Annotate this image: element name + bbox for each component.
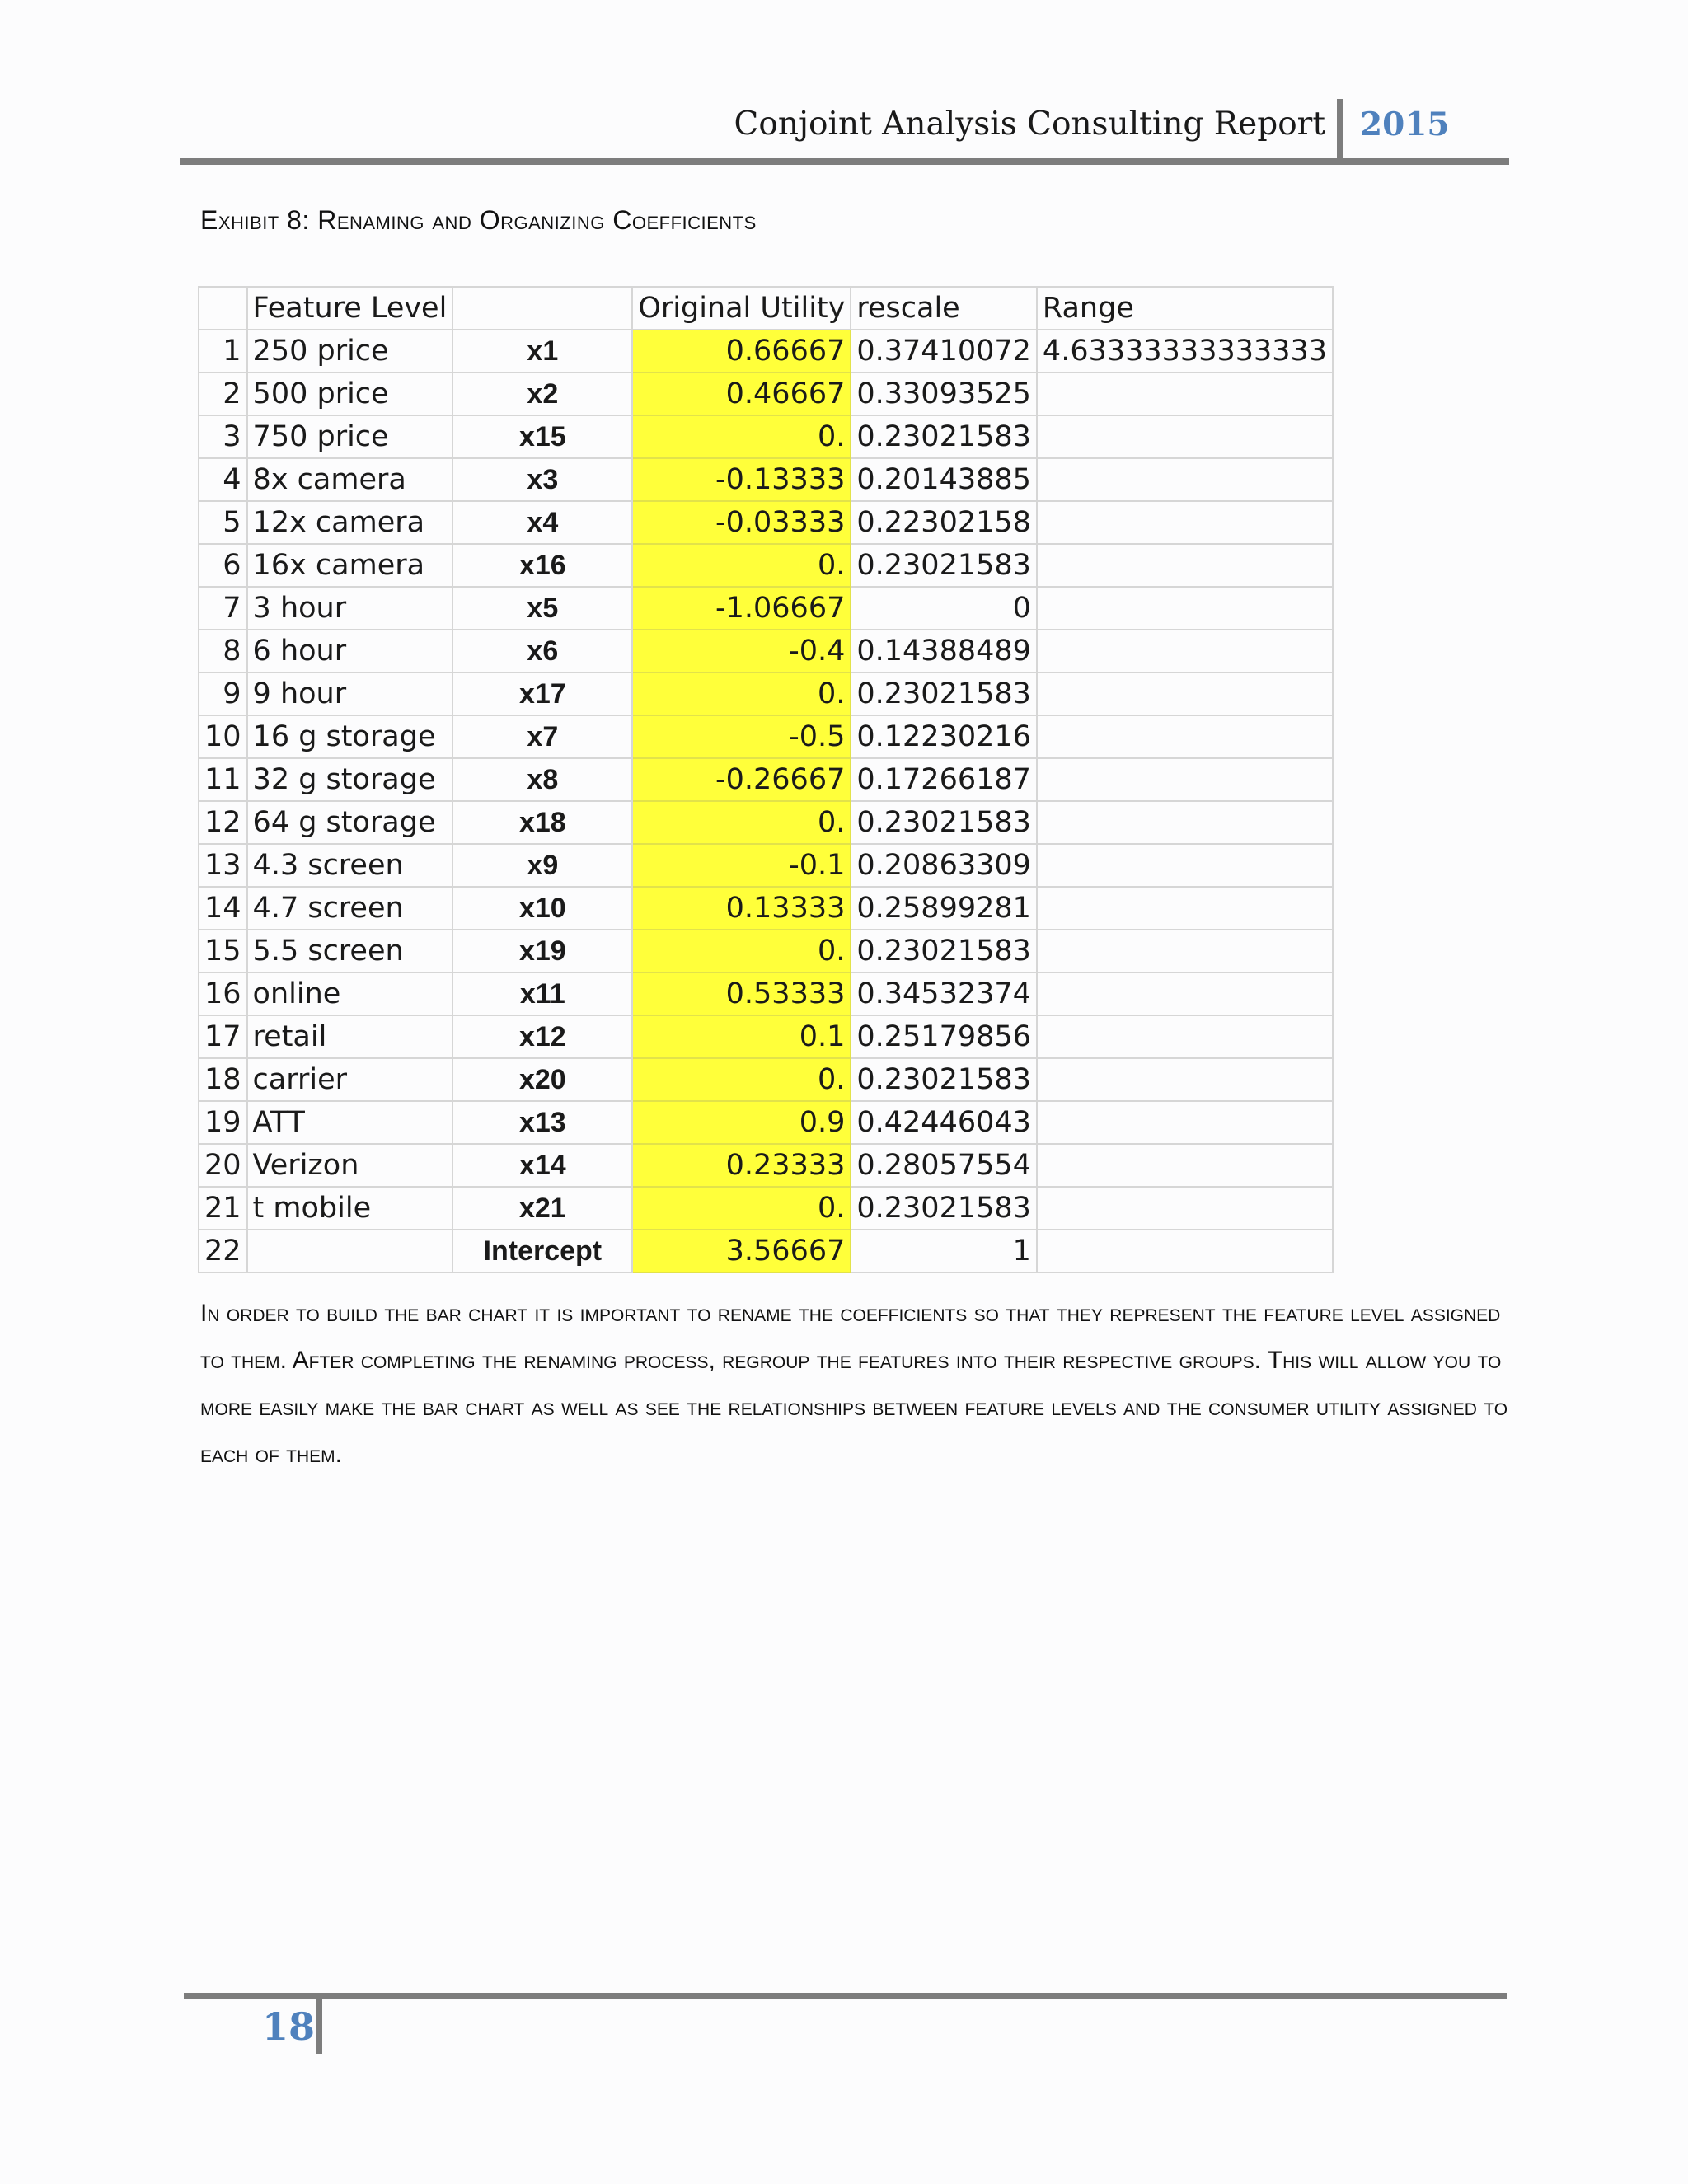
table-row	[199, 844, 1333, 887]
table-row	[199, 458, 1333, 501]
range-value: 4.63333333333333	[1037, 330, 1333, 373]
variable-name: x6	[452, 630, 632, 673]
original-utility: 0.66667	[632, 330, 851, 373]
table-row	[199, 1230, 1333, 1272]
variable-name: x21	[452, 1187, 632, 1230]
coefficients-table	[198, 286, 1334, 1273]
row-index: 13	[199, 844, 247, 887]
rescale-value: 0.23021583	[851, 544, 1037, 587]
row-index: 17	[199, 1015, 247, 1058]
running-header-year: 2015	[1360, 105, 1450, 143]
rescale-value: 0.23021583	[851, 673, 1037, 715]
variable-name: x17	[452, 673, 632, 715]
row-index: 19	[199, 1101, 247, 1144]
row-index: 20	[199, 1144, 247, 1187]
exhibit-title: Exhibit 8: Renaming and Organizing Coefficients	[200, 205, 757, 235]
variable-name: x15	[452, 415, 632, 458]
feature-level: 6 hour	[247, 630, 453, 673]
row-index: 22	[199, 1230, 247, 1272]
original-utility: 0.	[632, 1058, 851, 1101]
row-index: 7	[199, 587, 247, 630]
range-value	[1037, 501, 1333, 544]
column-header: Feature Level	[247, 287, 453, 330]
table-row	[199, 587, 1333, 630]
row-index: 14	[199, 887, 247, 930]
original-utility: 0.	[632, 673, 851, 715]
feature-level: 16x camera	[247, 544, 453, 587]
original-utility: 0.	[632, 415, 851, 458]
rescale-value: 0.20143885	[851, 458, 1037, 501]
row-index: 16	[199, 972, 247, 1015]
variable-name: x11	[452, 972, 632, 1015]
feature-level: 9 hour	[247, 673, 453, 715]
body-paragraph: In order to build the bar chart it is important to rename the coefficients so that they represent the feature level assigned to them. After completing the renaming process, regroup the features into their respective groups. This will allow you to more easily make the bar chart as well as see the relationships between feature levels and the consumer utility assigned to each of them.	[200, 1300, 1508, 1468]
feature-level: 12x camera	[247, 501, 453, 544]
column-header: Range	[1037, 287, 1333, 330]
range-value	[1037, 1144, 1333, 1187]
column-header: Original Utility	[632, 287, 851, 330]
row-index: 1	[199, 330, 247, 373]
table-row	[199, 1144, 1333, 1187]
table-row	[199, 1015, 1333, 1058]
table-row	[199, 801, 1333, 844]
rescale-value: 0	[851, 587, 1037, 630]
row-index: 15	[199, 930, 247, 972]
rescale-value: 0.23021583	[851, 1058, 1037, 1101]
feature-level: 4.3 screen	[247, 844, 453, 887]
range-value	[1037, 801, 1333, 844]
range-value	[1037, 673, 1333, 715]
variable-name: x3	[452, 458, 632, 501]
table-row	[199, 972, 1333, 1015]
variable-name: x14	[452, 1144, 632, 1187]
header-separator	[1337, 99, 1343, 162]
rescale-value: 0.28057554	[851, 1144, 1037, 1187]
rescale-value: 0.25899281	[851, 887, 1037, 930]
range-value	[1037, 1230, 1333, 1272]
feature-level: online	[247, 972, 453, 1015]
original-utility: 0.	[632, 801, 851, 844]
range-value	[1037, 415, 1333, 458]
rescale-value: 0.23021583	[851, 930, 1037, 972]
variable-name: x12	[452, 1015, 632, 1058]
rescale-value: 0.17266187	[851, 758, 1037, 801]
table-row	[199, 630, 1333, 673]
original-utility: 0.13333	[632, 887, 851, 930]
variable-name: x10	[452, 887, 632, 930]
row-index: 8	[199, 630, 247, 673]
feature-level: ATT	[247, 1101, 453, 1144]
coefficients-table-image	[198, 286, 1334, 1273]
original-utility: -0.4	[632, 630, 851, 673]
rescale-value: 1	[851, 1230, 1037, 1272]
original-utility: 0.	[632, 930, 851, 972]
footer-separator	[316, 1996, 322, 2054]
variable-name: x7	[452, 715, 632, 758]
feature-level: retail	[247, 1015, 453, 1058]
feature-level: 5.5 screen	[247, 930, 453, 972]
feature-level: 64 g storage	[247, 801, 453, 844]
feature-level: 32 g storage	[247, 758, 453, 801]
table-row	[199, 1058, 1333, 1101]
variable-name: x9	[452, 844, 632, 887]
rescale-value: 0.12230216	[851, 715, 1037, 758]
feature-level: 750 price	[247, 415, 453, 458]
table-row	[199, 673, 1333, 715]
variable-name: x18	[452, 801, 632, 844]
original-utility: 0.9	[632, 1101, 851, 1144]
range-value	[1037, 972, 1333, 1015]
range-value	[1037, 715, 1333, 758]
variable-name: x5	[452, 587, 632, 630]
feature-level	[247, 1230, 453, 1272]
original-utility: 0.23333	[632, 1144, 851, 1187]
table-row	[199, 373, 1333, 415]
original-utility: 0.53333	[632, 972, 851, 1015]
original-utility: 0.	[632, 544, 851, 587]
feature-level: Verizon	[247, 1144, 453, 1187]
table-row	[199, 1187, 1333, 1230]
variable-name: x1	[452, 330, 632, 373]
original-utility: 0.	[632, 1187, 851, 1230]
feature-level: 4.7 screen	[247, 887, 453, 930]
original-utility: 0.46667	[632, 373, 851, 415]
row-index: 9	[199, 673, 247, 715]
range-value	[1037, 844, 1333, 887]
feature-level: 8x camera	[247, 458, 453, 501]
original-utility: -0.26667	[632, 758, 851, 801]
range-value	[1037, 1187, 1333, 1230]
feature-level: 500 price	[247, 373, 453, 415]
row-index: 12	[199, 801, 247, 844]
rescale-value: 0.14388489	[851, 630, 1037, 673]
range-value	[1037, 373, 1333, 415]
table-row	[199, 1101, 1333, 1144]
footer-rule	[184, 1993, 1507, 1999]
table-row	[199, 887, 1333, 930]
table-row	[199, 930, 1333, 972]
original-utility: -0.13333	[632, 458, 851, 501]
range-value	[1037, 1015, 1333, 1058]
original-utility: -0.1	[632, 844, 851, 887]
rescale-value: 0.42446043	[851, 1101, 1037, 1144]
rescale-value: 0.25179856	[851, 1015, 1037, 1058]
variable-name: x2	[452, 373, 632, 415]
table-row	[199, 758, 1333, 801]
row-index: 11	[199, 758, 247, 801]
column-header	[452, 287, 632, 330]
range-value	[1037, 587, 1333, 630]
range-value	[1037, 887, 1333, 930]
table-row	[199, 544, 1333, 587]
feature-level: 3 hour	[247, 587, 453, 630]
rescale-value: 0.37410072	[851, 330, 1037, 373]
row-index: 10	[199, 715, 247, 758]
running-header-title: Conjoint Analysis Consulting Report	[734, 105, 1325, 143]
feature-level: 250 price	[247, 330, 453, 373]
variable-name: x20	[452, 1058, 632, 1101]
range-value	[1037, 758, 1333, 801]
rescale-value: 0.23021583	[851, 415, 1037, 458]
page-number: 18	[262, 2004, 316, 2049]
variable-name: x19	[452, 930, 632, 972]
table-row	[199, 715, 1333, 758]
original-utility: -1.06667	[632, 587, 851, 630]
row-index: 6	[199, 544, 247, 587]
range-value	[1037, 544, 1333, 587]
row-index: 4	[199, 458, 247, 501]
row-index: 5	[199, 501, 247, 544]
feature-level: 16 g storage	[247, 715, 453, 758]
range-value	[1037, 1058, 1333, 1101]
table-row	[199, 330, 1333, 373]
original-utility: -0.5	[632, 715, 851, 758]
range-value	[1037, 930, 1333, 972]
row-index: 2	[199, 373, 247, 415]
feature-level: t mobile	[247, 1187, 453, 1230]
variable-name: x16	[452, 544, 632, 587]
rescale-value: 0.23021583	[851, 1187, 1037, 1230]
row-index: 18	[199, 1058, 247, 1101]
table-row	[199, 415, 1333, 458]
range-value	[1037, 458, 1333, 501]
row-index: 21	[199, 1187, 247, 1230]
feature-level: carrier	[247, 1058, 453, 1101]
column-header: rescale	[851, 287, 1037, 330]
original-utility: 0.1	[632, 1015, 851, 1058]
original-utility: 3.56667	[632, 1230, 851, 1272]
range-value	[1037, 630, 1333, 673]
row-index: 3	[199, 415, 247, 458]
column-header	[199, 287, 247, 330]
variable-name: Intercept	[452, 1230, 632, 1272]
original-utility: -0.03333	[632, 501, 851, 544]
range-value	[1037, 1101, 1333, 1144]
rescale-value: 0.34532374	[851, 972, 1037, 1015]
table-row	[199, 501, 1333, 544]
rescale-value: 0.23021583	[851, 801, 1037, 844]
rescale-value: 0.33093525	[851, 373, 1037, 415]
variable-name: x8	[452, 758, 632, 801]
rescale-value: 0.20863309	[851, 844, 1037, 887]
rescale-value: 0.22302158	[851, 501, 1037, 544]
table-header-row	[199, 287, 1333, 330]
variable-name: x13	[452, 1101, 632, 1144]
variable-name: x4	[452, 501, 632, 544]
header-rule	[180, 158, 1509, 165]
